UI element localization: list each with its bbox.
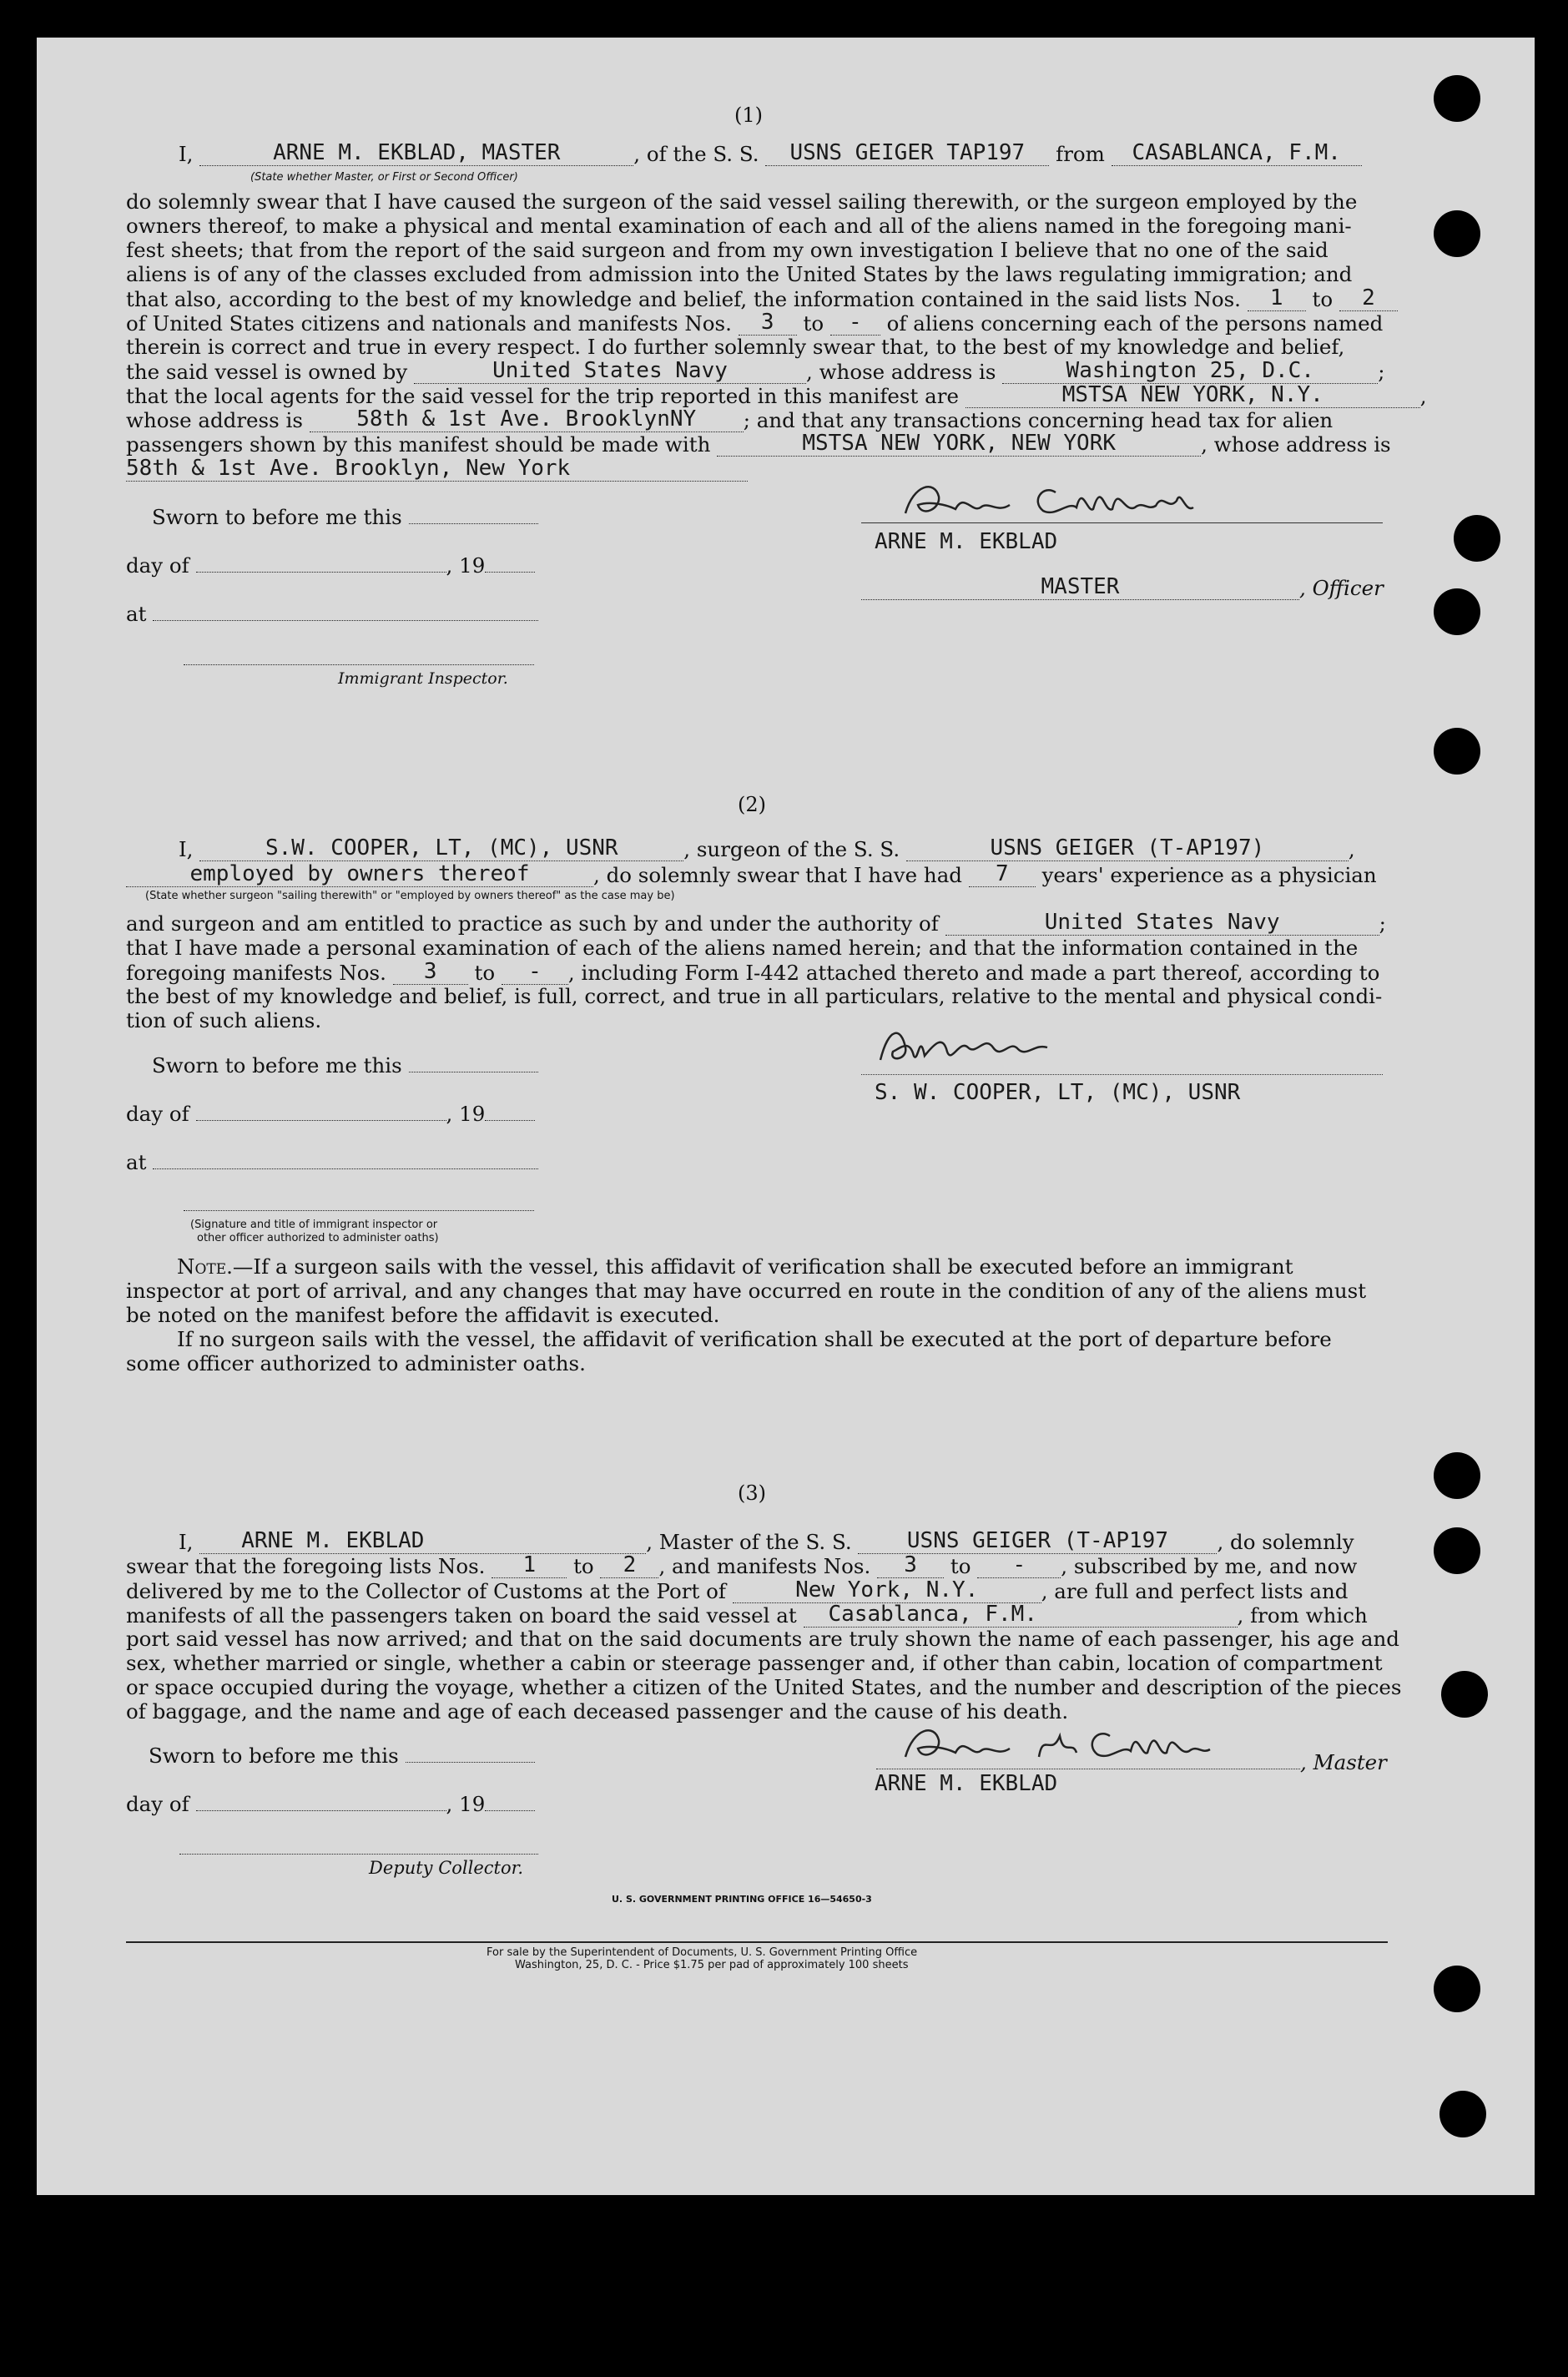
text: to (803, 311, 824, 336)
text: Sworn to before me this (149, 1744, 399, 1768)
lists-to-field: 2 (1339, 289, 1398, 311)
surgeon-sig-name: S. W. COOPER, LT, (MC), USNR (875, 1080, 1241, 1105)
s1-line-7 (126, 310, 1384, 336)
s1-line-9 (126, 358, 1385, 384)
text: , (1348, 837, 1355, 861)
section-2-number: (2) (738, 793, 766, 816)
s3-line-3 (126, 1577, 1349, 1603)
s2-day-of (126, 1104, 535, 1125)
s3-lists-from-field: 1 (492, 1556, 567, 1578)
s2-sig-note-2: other officer authorized to administer oaths) (197, 1232, 439, 1244)
headtax-address-field: 58th & 1st Ave. Brooklyn, New York (126, 459, 748, 482)
section-3-number: (3) (738, 1481, 766, 1505)
surgeon-signature (868, 1022, 1118, 1072)
s1-line-5: aliens is of any of the classes excluded from admission into the United States by the laws regulating immigration; and (126, 262, 1353, 286)
footer-rule (126, 1941, 1388, 1943)
text: , (1419, 384, 1427, 408)
text: ; and that any transactions concerning head tax for alien (743, 408, 1334, 432)
s3-day-of (126, 1794, 535, 1815)
text: at (126, 602, 147, 626)
master-sig-line-1 (861, 522, 1383, 523)
punch-hole (1454, 515, 1500, 562)
s1-line-2: do solemnly swear that I have caused the surgeon of the said vessel sailing therewith, or the surgeon employed by the (126, 189, 1358, 214)
text: , including Form I-442 attached thereto and made a part thereof, according to (567, 961, 1380, 985)
master-signature-1 (897, 476, 1281, 526)
s3-master-line (876, 1750, 1387, 1774)
text: , Master of the S. S. (646, 1530, 852, 1554)
s1-sworn (152, 507, 538, 528)
s2-vessel-field: USNS GEIGER (T-AP197) (906, 839, 1349, 861)
s1-line-4: fest sheets; that from the report of the said surgeon and from my own investigation I believe that no one of the said (126, 238, 1329, 262)
s2-sworn (152, 1053, 538, 1077)
s2-note-line-1 (177, 1254, 1293, 1279)
master-name-field: ARNE M. EKBLAD, MASTER (199, 144, 633, 166)
text: , surgeon of the S. S. (683, 837, 900, 861)
s3-line-1 (179, 1528, 1354, 1554)
headtax-field: MSTSA NEW YORK, NEW YORK (717, 434, 1201, 457)
s2-line-1 (179, 835, 1355, 861)
text: ; (1379, 911, 1386, 936)
punch-hole (1434, 728, 1480, 775)
text: manifests of all the passengers taken on board the said vessel at (126, 1603, 797, 1628)
s1-line-6 (126, 285, 1398, 311)
text: , 19 (446, 553, 486, 578)
sale-line-2: Washington, 25, D. C. - Price $1.75 per pad of approximately 100 sheets (515, 1959, 909, 1971)
inspector-sig-line (184, 664, 534, 665)
s2-line-7: tion of such aliens. (126, 1008, 322, 1032)
s1-line-12 (126, 431, 1391, 457)
note-label: Note. (177, 1254, 233, 1279)
master-sig-name-3: ARNE M. EKBLAD (875, 1771, 1058, 1796)
text: day of (126, 553, 189, 578)
punch-hole (1439, 2091, 1486, 2137)
inspector-label: Immigrant Inspector. (338, 669, 508, 688)
text: from (1056, 142, 1105, 166)
text: foregoing manifests Nos. (126, 961, 386, 985)
s3-master-field: ARNE M. EKBLAD (199, 1532, 646, 1554)
text: at (126, 1150, 147, 1174)
collector-label: Deputy Collector. (369, 1858, 524, 1878)
master-sig-name-1: ARNE M. EKBLAD (875, 529, 1058, 554)
s3-line-7: or space occupied during the voyage, whether a citizen of the United States, and the number and description of the pieces (126, 1675, 1402, 1699)
s1-note-under: (State whether Master, or First or Second Officer) (250, 171, 518, 184)
text: that also, according to the best of my knowledge and belief, the information contained in the said lists Nos. (126, 287, 1241, 311)
text: day of (126, 1792, 189, 1816)
punch-hole (1434, 1966, 1480, 2012)
text: and surgeon and am entitled to practice as such by and under the authority of (126, 911, 939, 936)
s3-line-2 (126, 1552, 1358, 1578)
gpo-line: U. S. GOVERNMENT PRINTING OFFICE 16—54650-3 (612, 1894, 872, 1905)
sale-line-1: For sale by the Superintendent of Documents, U. S. Government Printing Office (487, 1946, 918, 1959)
s1-line-8: therein is correct and true in every respect. I do further solemnly swear that, to the best of my knowledge and belief, (126, 335, 1345, 359)
taken-at-field: Casablanca, F.M. (804, 1605, 1238, 1628)
s2-line-3 (126, 910, 1386, 936)
s2-line-5 (126, 959, 1380, 985)
s2-sig-line (184, 1210, 534, 1211)
text: , subscribed by me, and now (1061, 1554, 1358, 1578)
s2-note-line-5: some officer authorized to administer oaths. (126, 1351, 586, 1375)
text: , whose address is (1201, 432, 1391, 457)
text: I, (179, 1530, 194, 1554)
text: I, (179, 837, 194, 861)
lists-from-field: 1 (1248, 289, 1306, 311)
s2-note-line-3: be noted on the manifest before the affidavit is executed. (126, 1303, 720, 1327)
s3-line-5: port said vessel has now arrived; and that on the said documents are truly shown the name of each passenger, his age and (126, 1627, 1399, 1651)
s3-manifests-to-field: - (977, 1556, 1061, 1578)
s1-line-11 (126, 406, 1334, 432)
s2-sig-note-1: (Signature and title of immigrant inspector or (190, 1219, 438, 1231)
s1-officer-line (861, 574, 1384, 600)
s3-line-6: sex, whether married or single, whether a cabin or steerage passenger and, if other than cabin, location of compartment (126, 1651, 1383, 1675)
text: , whose address is (806, 360, 996, 384)
text: of United States citizens and nationals and manifests Nos. (126, 311, 732, 336)
text: swear that the foregoing lists Nos. (126, 1554, 486, 1578)
text: to (474, 961, 496, 985)
s2-note-under: (State whether surgeon "sailing therewith" or "employed by owners thereof" as the case may be) (145, 890, 675, 902)
s1-at (126, 604, 538, 625)
punch-hole (1434, 1527, 1480, 1574)
punch-hole (1434, 75, 1480, 122)
vessel-field: USNS GEIGER TAP197 (765, 144, 1049, 166)
text: , 19 (446, 1792, 486, 1816)
s2-manifests-to-field: - (502, 962, 568, 985)
s2-note-line-2: inspector at port of arrival, and any changes that may have occurred en route in the condition of any of the aliens must (126, 1279, 1367, 1303)
section-1-number: (1) (734, 103, 763, 127)
manifests-to-field: - (830, 313, 880, 336)
s1-line-3: owners thereof, to make a physical and mental examination of each and all of the aliens named in the foregoing mani- (126, 214, 1352, 238)
text: , do solemnly (1217, 1530, 1354, 1554)
owner-address-field: Washington 25, D.C. (1002, 361, 1378, 384)
s1-line-1 (179, 140, 1362, 166)
text: passengers shown by this manifest should be made with (126, 432, 711, 457)
punch-hole (1434, 210, 1480, 257)
text: that the local agents for the said vessel for the trip reported in this manifest are (126, 384, 959, 408)
text: Sworn to before me this (152, 1053, 402, 1077)
s3-lists-to-field: 2 (600, 1556, 658, 1578)
manifests-from-field: 3 (739, 313, 797, 336)
text: , and manifests Nos. (658, 1554, 871, 1578)
text: whose address is (126, 408, 303, 432)
s2-manifests-from-field: 3 (393, 962, 468, 985)
agents-field: MSTSA NEW YORK, N.Y. (966, 386, 1420, 408)
s3-line-8: of baggage, and the name and age of each deceased passenger and the cause of his death. (126, 1699, 1069, 1723)
collector-sig-line (179, 1854, 538, 1855)
s2-note-line-4: If no surgeon sails with the vessel, the affidavit of verification shall be executed at the port of departure before (177, 1327, 1332, 1351)
text: , from which (1237, 1603, 1368, 1628)
text: —If a surgeon sails with the vessel, this affidavit of verification shall be executed before an immigrant (232, 1254, 1293, 1279)
s1-line-10 (126, 382, 1427, 408)
s2-line-6: the best of my knowledge and belief, is full, correct, and true in all particulars, relative to the mental and physical condi- (126, 984, 1383, 1008)
surgeon-sig-line (861, 1074, 1383, 1075)
master-title-field: MASTER (861, 578, 1299, 600)
from-port-field: CASABLANCA, F.M. (1112, 144, 1362, 166)
s1-day-of (126, 553, 535, 578)
text: years' experience as a physician (1041, 863, 1377, 887)
s1-line-13 (126, 456, 748, 482)
surgeon-field: S.W. COOPER, LT, (MC), USNR (199, 839, 683, 861)
s2-at (126, 1150, 538, 1174)
text: , Officer (1299, 576, 1384, 600)
punch-hole (1441, 1671, 1488, 1718)
punch-hole (1434, 1452, 1480, 1499)
owner-field: United States Navy (414, 361, 806, 384)
text: , are full and perfect lists and (1041, 1579, 1349, 1603)
text: , Master (1300, 1750, 1387, 1774)
text: I, (179, 142, 194, 166)
text: ; (1378, 360, 1385, 384)
text: to (1312, 287, 1334, 311)
text: the said vessel is owned by (126, 360, 408, 384)
s3-line-4 (126, 1602, 1368, 1628)
text: , do solemnly swear that I have had (593, 863, 962, 887)
s3-sworn (149, 1746, 535, 1767)
authority-field: United States Navy (945, 913, 1379, 936)
text: , 19 (446, 1102, 486, 1126)
s2-line-2 (126, 861, 1377, 887)
text: of aliens concerning each of the persons named (886, 311, 1384, 336)
s3-manifests-from-field: 3 (877, 1556, 944, 1578)
agents-address-field: 58th & 1st Ave. BrooklynNY (310, 410, 744, 432)
s3-vessel-field: USNS GEIGER (T-AP197 (858, 1532, 1217, 1554)
text: to (573, 1554, 594, 1578)
text: delivered by me to the Collector of Customs at the Port of (126, 1579, 726, 1603)
port-field: New York, N.Y. (733, 1581, 1041, 1603)
text: , of the S. S. (633, 142, 759, 166)
text: day of (126, 1102, 189, 1126)
employed-field: employed by owners thereof (126, 865, 593, 887)
text: Sworn to before me this (152, 505, 402, 529)
s2-line-4: that I have made a personal examination of each of the aliens named herein; and that the information contained in the (126, 936, 1359, 960)
punch-hole (1434, 588, 1480, 635)
years-field: 7 (969, 865, 1036, 887)
text: to (950, 1554, 971, 1578)
